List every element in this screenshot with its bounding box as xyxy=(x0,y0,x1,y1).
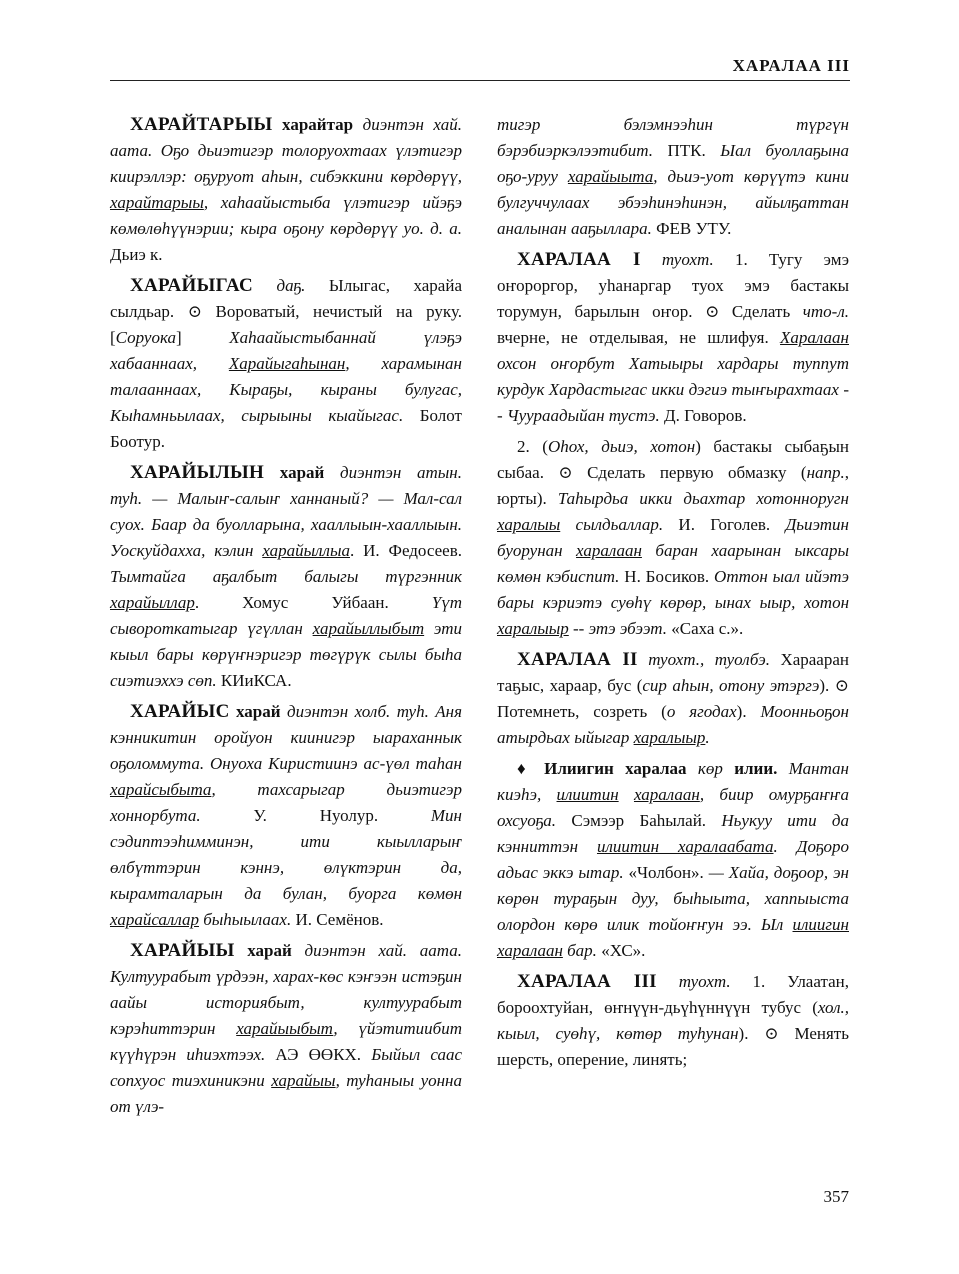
headword: ХАРАЙЫЛЫН xyxy=(130,462,265,483)
source: ФЕВ УТУ. xyxy=(651,219,732,238)
headword: ХАРАЛАА II xyxy=(517,649,638,670)
entry-continuation: тигэр бэлэмнээһин түргүн бэрэбиэркэлээтибит. ПТК. Ыал буоллаҕына оҕо-уруу харайыыта, дьиэ-уот көрүүтэ кини булгуччулаах эбээһинэһинэн, айылҕаттан аналынан ааҕыллара. ФЕВ УТУ. xyxy=(497,115,850,238)
entry-haralaa-1-sense-2: 2. (Оһох, дьиэ, хотон) бастакы сыбаҕын сыбаа. ⊙ Сделать первую обмазку (напр., юрты). Таһырдьа икки дьахтар хотонноругн харалыы сылдьаллар. И. Гоголев. Дьиэтин буорунан хаpалаан баран хаарынан ыксары көмөн кэбиспит. Н. Босиков. Оттон ыал ийэтэ бары кэриэтэ суөһү көрөр, ынах ыыр, хотон харалыыр -- этэ эбээт. «Саха с.». xyxy=(497,437,849,638)
entry-haraitaryy: ХАРАЙТАРЫЫ харайтар диэнтэн хай. аата. Оҕо дьиэтигэр толоруохтаах үлэтигэр киирэллэр: оҕуруот аһын, сибэккини көрдөрүү, харайтарыы, хаһаайыстыба үлэтигэр ийэҕэ көмөлөһүүнэрии; кыра оҕону көрдөрүү уо. д. а. Дьиэ к. xyxy=(110,114,463,264)
headword: ХАРАЛАА III xyxy=(517,971,657,992)
source: Д. Говоров. xyxy=(659,406,747,425)
source: «ХС». xyxy=(596,941,646,960)
circle-dot-icon: ⊙ xyxy=(764,1024,779,1043)
circle-dot-icon: ⊙ xyxy=(705,302,720,321)
page-header xyxy=(110,56,850,81)
source: Дьиэ к. xyxy=(110,245,163,264)
right-column xyxy=(497,112,849,1078)
phrase-iliigin-haralaa: ♦ Илиигин харалаа көр илии. Мантан киэһэ, илиитин хаpалаан, биир омурҕаҥҥа охсуоҕа. Сэмээр Баһылай. Ньукуу ити да кэнниттэн илиитин харалаабата. Доҕоро адьас эккэ ытар. «Чолбон». — Хайа, доҕоор, эн көрөн тураҕын дуу, быһыыта, хаппыыста олордон көрө илик тойоҥҥун ээ. Ыл илиигин харалаан бар. «ХС». xyxy=(497,759,850,960)
headword: ХАРАЙЫЫ xyxy=(130,940,235,961)
circle-dot-icon: ⊙ xyxy=(834,676,849,695)
left-column xyxy=(110,112,462,1125)
diamond-icon: ♦ xyxy=(517,759,533,778)
headword: ХАРАЛАА I xyxy=(517,249,641,270)
entry-haralaa-2: ХАРАЛАА II туохт., туолбэ. Хаpааран таҕыс, хараар, бус (сир аһын, отону этэргэ). ⊙ Потемнеть, созреть (о ягодах). Моонньоҕон атырдьах ыйыгар харалыыр. xyxy=(497,649,849,747)
circle-dot-icon: ⊙ xyxy=(187,302,202,321)
headword: ХАРАЙЫГАС xyxy=(130,275,253,296)
source: Болот Боотур. xyxy=(110,406,462,451)
circle-dot-icon: ⊙ xyxy=(558,463,573,482)
entry-haralaa-3: ХАРАЛАА III туохт. 1. Улаатан, бороохтуйан, өҥнүүн-дьүһүннүүн тубус (хол., кыыл, суөһү, көтөр туһунан). ⊙ Менять шерсть, оперение, линять; xyxy=(497,971,849,1069)
entry-haraiys: ХАРАЙЫС харай диэнтэн холб. туһ. Аня кэнникитин оройуон киинигэр ыараханнык оҕоломмута. Онуоха Киристиинэ ас-үөл таһан харайсыбыта, тахсарыгар дьиэтигэр хоннорбута. У. Нуолур. Мин сэдиптээһимминэн, ити кыылларыҥ өлбүттэрин кэннэ, өлүктэрин да, кырамталарын да булан, буорга көмөн харайсаллар быһыылаах. И. Семёнов. xyxy=(110,701,462,929)
source: И. Семёнов. xyxy=(291,910,384,929)
headword: ХАРАЙТАРЫЫ xyxy=(130,114,273,135)
running-title: ХАРАЛАА III xyxy=(732,56,850,75)
page-number: 357 xyxy=(823,1187,849,1206)
entry-haraiylyn: ХАРАЙЫЛЫН харай диэнтэн атын. туһ. — Малыҥ-салыҥ ханнаный? — Мал-сал суох. Баар да буолларына, хааллыын-хааллыын. Уоскуйдахха, кэлин харайыллыа. И. Федосеев. Тымтайга аҕалбыт балыгы түргэнник харайыллар. Хомус Уйбаан. Үүт сывороткатыгар үгүллан харайыллыбыт эти кыыл бары көрүҥнэригэр төгүрүк сылы быһа сиэтиэххэ сөп. КИиКСА. xyxy=(110,462,462,690)
entry-haralaa-1: ХАРАЛАА I туохт. 1. Тугу эмэ оҥороргор, уһанаргар туох эмэ бастакы торумун, барылын оҥор. ⊙ Сделать что-л. вчерне, не отделывая, не шлифуя. Хаpалаан охсон оҥорбут Хатыыры хардары туппут курдук Хардастыгас икки дэгиэ тыҥырахтаах -- Чуураадыйан тустэ. Д. Говоров. xyxy=(497,249,849,425)
source: КИиКСА. xyxy=(216,671,292,690)
headword: ХАРАЙЫС xyxy=(130,701,230,722)
entry-haraiyy: ХАРАЙЫЫ харай диэнтэн хай. аата. Култуурабыт үрдээн, харах-көс кэҥээн истэҕин аайы историябыт, култуурабыт кэрэһиттэрин харайыыбыт, үйэтитиибит күүһүрэн иһиэхтээх. АЭ ӨӨКХ. Быйыл саас сопхуос тиэхиникэни харайыы, туһаныы уонна от үлэ- xyxy=(110,940,463,1116)
source: «Саха с.». xyxy=(666,619,744,638)
entry-haraigas: ХАРАЙЫГАС даҕ. Ылыгас, харайа сылдьар. ⊙ Вороватый, нечистый на руку. [Соруока] Хаһаайыстыбаннай үлэҕэ хабааннаах, Харайыгаһынан, харамынан талааннаах, Кыраҕы, кыраны булугас, Кыһамньылаах, сырыыны кыайыгас. Болот Боотур. xyxy=(110,275,462,451)
